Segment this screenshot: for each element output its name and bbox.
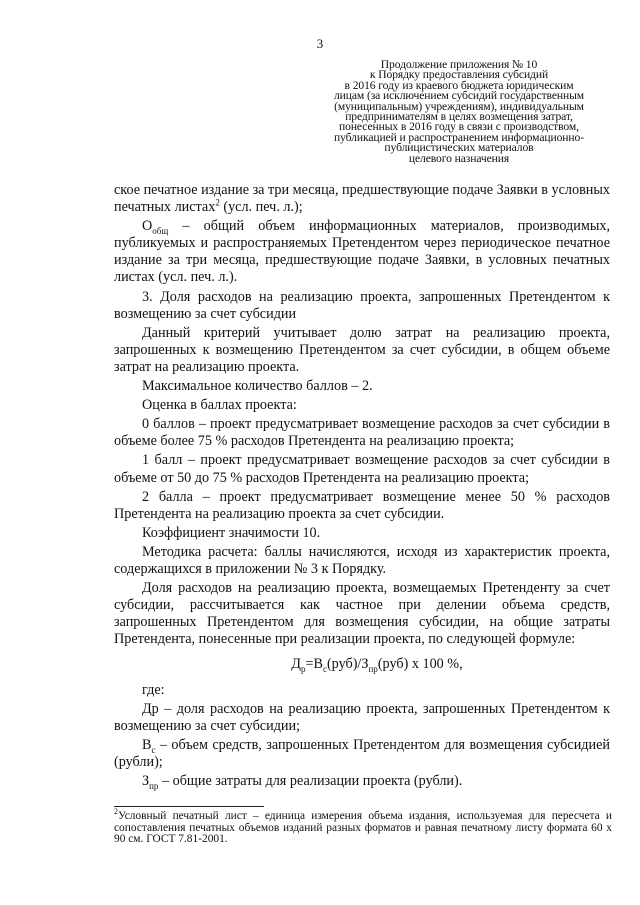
formula-part: (руб)/З xyxy=(326,656,369,673)
header-line: публикацией и распространением информационно- xyxy=(334,130,584,144)
paragraph: где: xyxy=(142,681,165,698)
formula-part: Д xyxy=(291,656,301,673)
header-line: к Порядку предоставления субсидий xyxy=(369,68,549,82)
symbol-subscript: пр xyxy=(149,780,159,791)
formula-subscript: с xyxy=(322,664,327,675)
symbol-subscript: с xyxy=(151,744,156,755)
paragraph-text: – общий объем информационных материалов, производимых, публикуемых и распространяемых Претендентом через периодическое печатное издание за три месяца, предшествующие подаче Заявки, в условных печатных листах (усл. печ. л.). xyxy=(114,218,610,286)
formula-subscript: р xyxy=(300,664,306,675)
symbol: В xyxy=(142,736,152,753)
paragraph: 2 балла – проект предусматривает возмещение менее 50 % расходов Претендента на реализацию проекта за счет субсидии. xyxy=(114,488,610,522)
paragraph xyxy=(114,737,610,771)
symbol-subscript: общ xyxy=(152,226,169,237)
page-number: 3 xyxy=(316,36,324,51)
footnote-ref: 2 xyxy=(215,197,220,208)
footnote-number: 2 xyxy=(114,807,118,817)
symbol: З xyxy=(142,773,150,789)
header-line: (муниципальным) учреждениям), индивидуальным xyxy=(334,99,584,113)
paragraph xyxy=(114,773,610,790)
paragraph: Оценка в баллах проекта: xyxy=(142,397,297,414)
paragraph: Доля расходов на реализацию проекта, возмещаемых Претенденту за счет субсидии, рассчитывается как частное при делении объема средств, запрошенных Претендентом для возмещения субсидии, на общие затраты Претендента, понесенные при реализации проекта, по следующей формуле: xyxy=(114,580,610,648)
paragraph-text: (усл. печ. л.); xyxy=(219,199,303,216)
header-line: понесенных в 2016 году в связи с производством, xyxy=(339,120,579,134)
footnote xyxy=(114,807,612,846)
appendix-header xyxy=(300,60,618,164)
paragraph xyxy=(114,218,610,286)
body-text xyxy=(114,182,610,792)
header-line: публицистических материалов xyxy=(384,141,534,155)
header-line: лицам (за исключением субсидий государственным xyxy=(333,89,585,103)
formula-subscript: пр xyxy=(368,664,378,675)
paragraph: 1 балл – проект предусматривает возмещение расходов за счет субсидии в объеме от 50 до 75 % расходов Претендента на реализацию проекта; xyxy=(114,452,610,486)
paragraph-text: – общие затраты для реализации проекта (рубли). xyxy=(158,773,463,789)
formula xyxy=(144,656,610,673)
header-line: в 2016 году из краевого бюджета юридическим xyxy=(344,78,574,92)
paragraph: Др – доля расходов на реализацию проекта, запрошенных Претендентом к возмещению за счет субсидии; xyxy=(114,700,610,734)
header-line: Продолжение приложения № 10 xyxy=(380,58,538,71)
header-line: целевого назначения xyxy=(408,151,510,165)
footnote-text: Условный печатный лист – единица измерения объема издания, используемая для пересчета и сопоставления печатных объемов изданий разных форматов и равная печатному листу формата 60 х 90 см. ГОСТ 7.81-2001. xyxy=(114,810,612,845)
paragraph xyxy=(114,182,610,216)
paragraph: Данный критерий учитывает долю затрат на реализацию проекта, запрошенных к возмещению Претендентом за счет субсидии, в общем объеме затрат на реализацию проекта. xyxy=(114,324,610,375)
paragraph-text: – объем средств, запрошенных Претендентом для возмещения субсидией (рубли); xyxy=(114,736,610,770)
formula-part: =В xyxy=(305,656,323,673)
paragraph: Методика расчета: баллы начисляются, исходя из характеристик проекта, содержащихся в приложении № 3 к Порядку. xyxy=(114,543,610,577)
paragraph-text: ское печатное издание за три месяца, предшествующие подаче Заявки в условных печатных листах xyxy=(114,182,611,216)
formula-part: (руб) х 100 %, xyxy=(377,656,463,673)
footnote-divider xyxy=(114,806,264,807)
symbol: О xyxy=(142,218,153,235)
header-line: предпринимателям в целях возмещения затрат, xyxy=(345,110,573,124)
section-heading: 3. Доля расходов на реализацию проекта, запрошенных Претендентом к возмещению за счет субсидии xyxy=(114,288,610,322)
paragraph: 0 баллов – проект предусматривает возмещение расходов за счет субсидии в объеме более 75 % расходов Претендента на реализацию проекта; xyxy=(114,416,610,450)
paragraph: Коэффициент значимости 10. xyxy=(142,524,321,541)
paragraph: Максимальное количество баллов – 2. xyxy=(142,378,373,395)
